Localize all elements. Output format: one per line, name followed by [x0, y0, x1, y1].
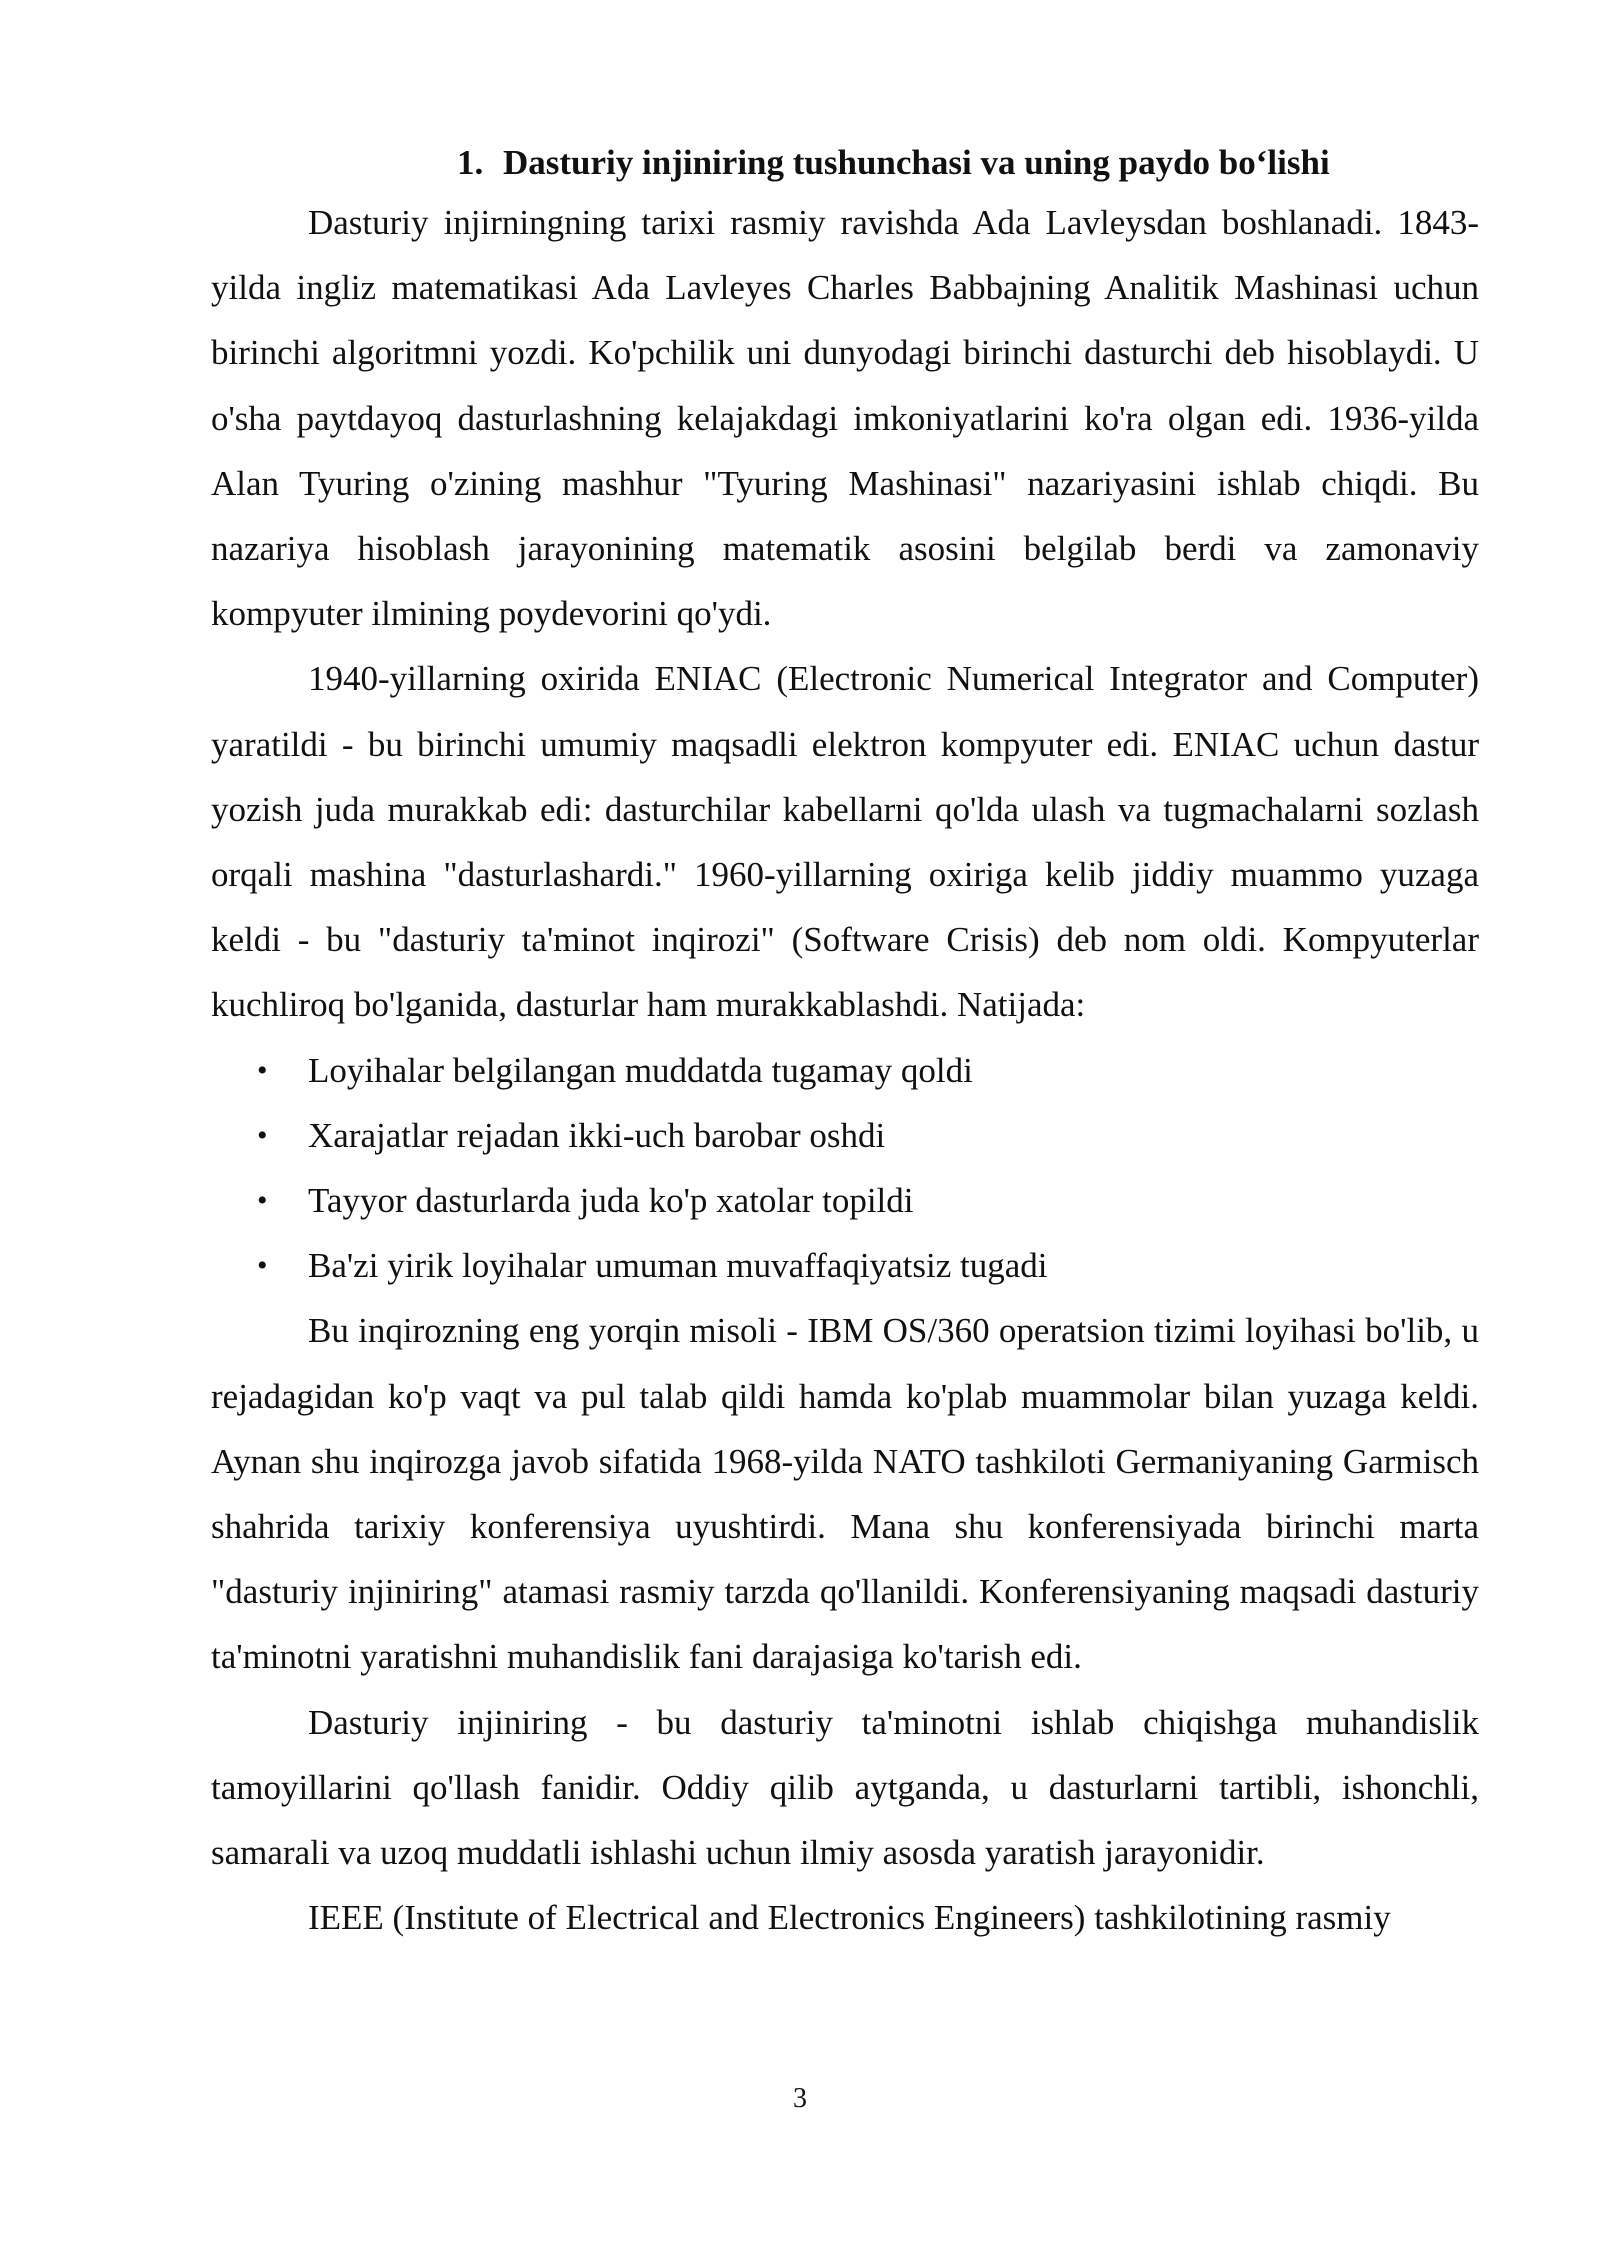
section-title: Dasturiy injiniring tushunchasi va uning paydo bo‘lishi: [503, 143, 1330, 182]
bullet-icon: •: [257, 1184, 268, 1218]
bullet-icon: •: [257, 1053, 268, 1087]
paragraph-os360: Bu inqirozning eng yorqin misoli - IBM OS/360 operatsion tizimi loyihasi bo'lib, u rejadagidan ko'p vaqt va pul talab qildi hamda ko'plab muammolar bilan yuzaga keldi. Aynan shu inqirozga javob sifatida 1968-yilda NATO tashkiloti Germaniyaning Garmisch shahrida tarixiy konferensiya uyushtirdi. Mana shu konferensiyada birinchi marta "dasturiy injiniring" atamasi rasmiy tarzda qo'llanildi. Konferensiyaning maqsadi dasturiy ta'minotni yaratishni muhandislik fani darajasiga ko'tarish edi.: [211, 1311, 1479, 1677]
paragraph-eniac: 1940-yillarning oxirida ENIAC (Electronic Numerical Integrator and Computer) yaratildi - bu birinchi umumiy maqsadli elektron kompyuter edi. ENIAC uchun dastur yozish juda murakkab edi: dasturchilar kabellarni qo'lda ulash va tugmachalarni sozlash orqali mashina "dasturlashardi." 1960-yillarning oxiriga kelib jiddiy muammo yuzaga keldi - bu "dasturiy ta'minot inqirozi" (Software Crisis) deb nom oldi. Kompyuterlar kuchliroq bo'lganida, dasturlar ham murakkablashdi. Natijada:: [211, 659, 1479, 1025]
list-item-text: Xarajatlar rejadan ikki-uch barobar oshdi: [308, 1115, 886, 1155]
paragraph-history: Dasturiy injirningning tarixi rasmiy ravishda Ada Lavleysdan boshlanadi. 1843-yilda ingliz matematikasi Ada Lavleyes Charles Babbajning Analitik Mashinasi uchun birinchi algoritmni yozdi. Ko'pchilik uni dunyodagi birinchi dasturchi deb hisoblaydi. U o'sha paytdayoq dasturlashning kelajakdagi imkoniyatlarini ko'ra olgan edi. 1936-yilda Alan Tyuring o'zining mashhur "Tyuring Mashinasi" nazariyasini ishlab chiqdi. Bu nazariya hisoblash jarayonining matematik asosini belgilab berdi va zamonaviy kompyuter ilmining poydevorini qo'ydi.: [211, 203, 1479, 634]
section-number: 1.: [457, 143, 484, 182]
list-item-text: Tayyor dasturlarda juda ko'p xatolar topildi: [308, 1181, 914, 1221]
list-item: [211, 1103, 1479, 1168]
list-item-text: Loyihalar belgilangan muddatda tugamay qoldi: [308, 1050, 973, 1090]
list-item: [211, 1168, 1479, 1233]
bullet-icon: •: [257, 1118, 268, 1152]
list-item: [211, 1233, 1479, 1298]
paragraph-ieee: IEEE (Institute of Electrical and Electronics Engineers) tashkilotining rasmiy: [308, 1898, 1391, 1938]
list-item-text: Ba'zi yirik loyihalar umuman muvaffaqiyatsiz tugadi: [308, 1246, 1048, 1286]
document-page: [211, 138, 1479, 1950]
paragraph-definition: Dasturiy injiniring - bu dasturiy ta'minotni ishlab chiqishga muhandislik tamoyillarini qo'llash fanidir. Oddiy qilib aytganda, u dasturlarni tartibli, ishonchli, samarali va uzoq muddatli ishlashi uchun ilmiy asosda yaratish jarayonidir.: [211, 1702, 1479, 1873]
bullet-icon: •: [257, 1249, 268, 1283]
list-item: [211, 1038, 1479, 1103]
crisis-results-list: [211, 1038, 1479, 1299]
section-heading: [211, 138, 1479, 188]
page-number: 3: [793, 2083, 807, 2114]
